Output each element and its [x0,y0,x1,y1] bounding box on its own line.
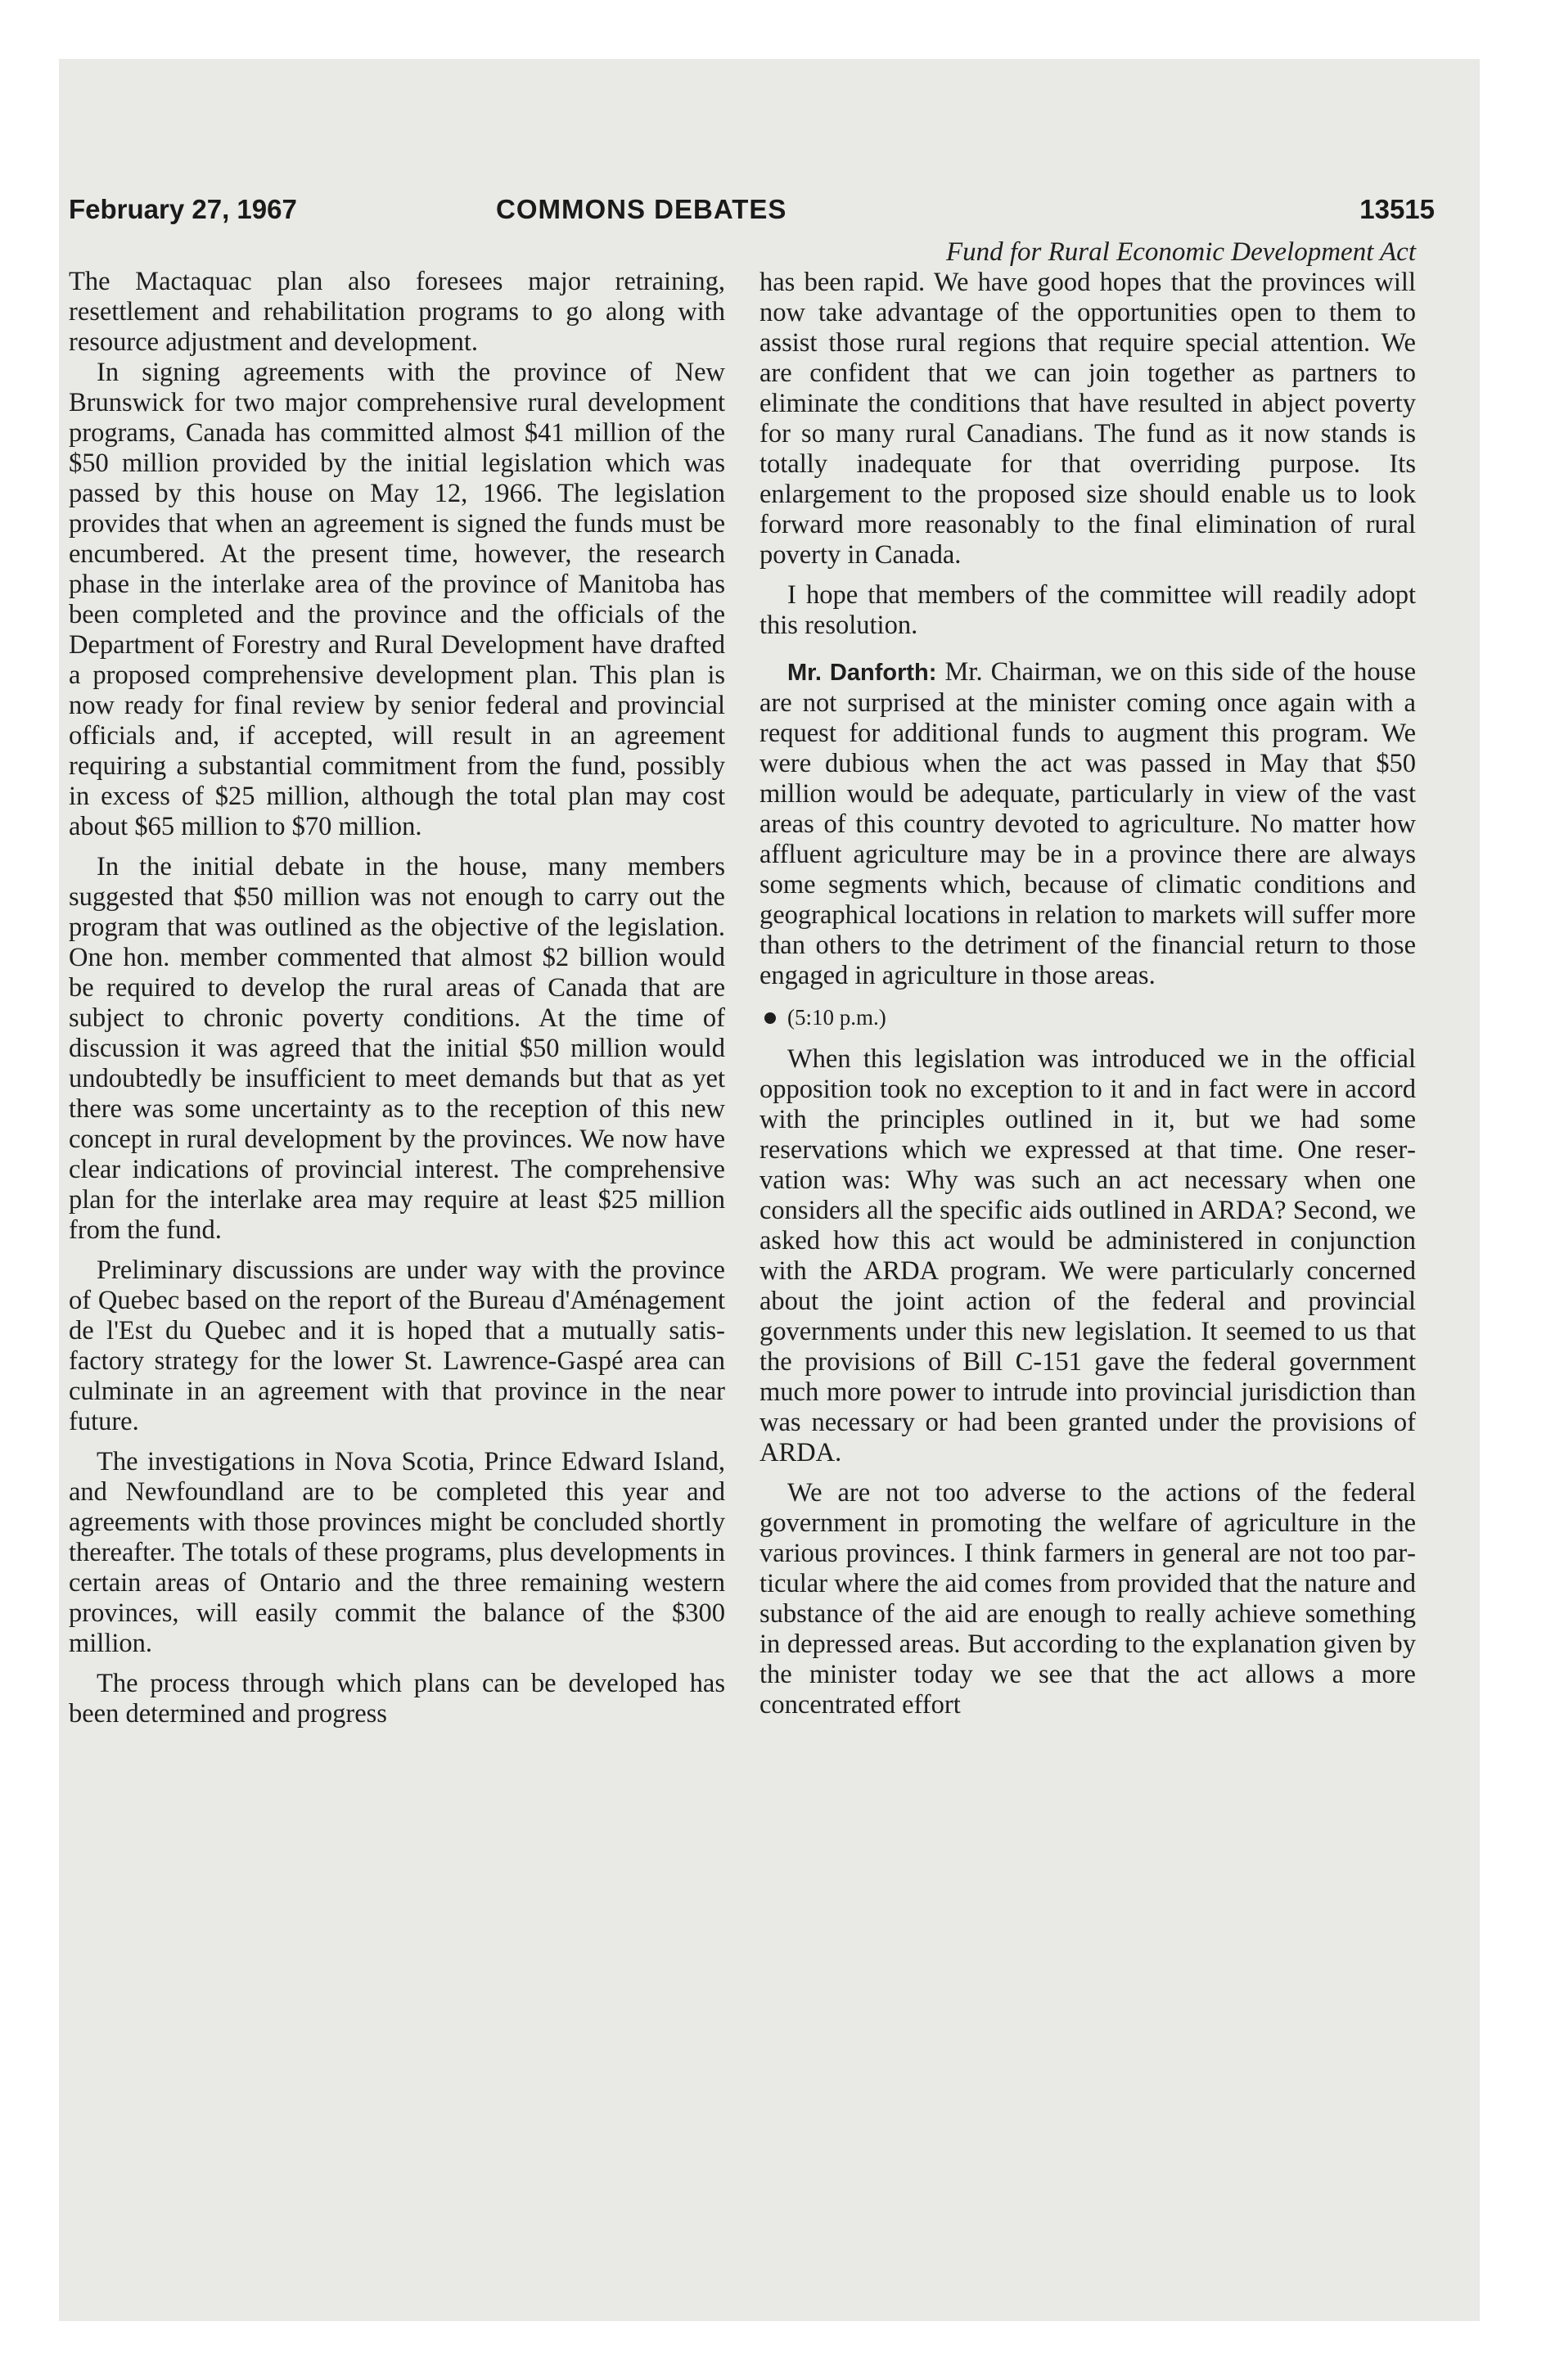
header-page-number: 13515 [1359,194,1435,224]
left-column [69,267,725,1729]
running-head: Fund for Rural Economic Development Act [945,237,1416,267]
timestamp-text: (5:10 p.m.) [787,1005,886,1030]
paragraph: The Mactaquac plan also foresees major retraining, resettlement and rehabilitation programs to go along with resource adjustment and development. [69,267,725,357]
paragraph: We are not too adverse to the actions of the federal government in promoting the welfare of agriculture in the various provinces. I think farmers in general are not too particular where the aid comes from provided that the nature and substance of the aid are enough to really achieve something in depressed areas. But according to the explanation given by the minister today we see that the act allows a more concentrated effort [759,1478,1416,1720]
header-date: February 27, 1967 [69,194,297,224]
speaker-name: Mr. Danforth: [787,660,937,686]
paragraph: Preliminary discussions are under way with the province of Quebec based on the report of the Bureau d'Aménagement de l'Est du Quebec and it is hoped that a mutually satisfactory strategy for the lower St. Lawrence-Gaspé area can culminate in an agreement with that province in the near future. [69,1255,725,1436]
timestamp [759,1003,1416,1033]
speech-paragraph [759,657,1416,991]
right-column [759,237,1416,1720]
paragraph: I hope that members of the committee will readily adopt this resolution. [759,580,1416,640]
paragraph: The investigations in Nova Scotia, Prince Edward Island, and Newfoundland are to be completed this year and agreements with those provinces might be concluded shortly thereafter. The totals of these programs, plus developments in certain areas of Ontario and the three remaining western provinces, will easily commit the balance of the $300 million. [69,1447,725,1658]
header-title: COMMONS DEBATES [496,194,787,224]
paragraph: In the initial debate in the house, many members suggested that $50 million was not enough to carry out the program that was outlined as the objective of the legislation. One hon. member commented that almost $2 billion would be required to develop the rural areas of Canada that are subject to chronic poverty conditions. At the time of discussion it was agreed that the initial $50 million would undoubtedly be insufficient to meet demands but that as yet there was some uncertainty as to the reception of this new concept in rural development by the provinces. We now have clear indications of provincial interest. The comprehensive plan for the interlake area may require at least $25 million from the fund. [69,852,725,1245]
speech-text: Mr. Chairman, we on this side of the house are not surprised at the minister coming once again with a request for additional funds to augment this program. We were dubious when the act was passed in May that $50 million would be adequate, particularly in view of the vast areas of this country devoted to agriculture. No matter how affluent agriculture may be in a province there are always some segments which, because of climatic conditions and geographical locations in relation to markets will suffer more than others to the detriment of the financial return to those engaged in agriculture in those areas. [759,657,1416,990]
bullet-icon [764,1012,776,1024]
paragraph: The process through which plans can be developed has been determined and progress [69,1669,725,1729]
paragraph: When this legislation was introduced we in the official opposition took no exception to it and in fact were in accord with the principles outlined in it, but we had some reservations which we expressed at that time. One reservation was: Why was such an act necessary when one considers all the specific aids outlined in ARDA? Second, we asked how this act would be administered in conjunction with the ARDA program. We were particularly concerned about the joint action of the federal and provincial governments under this new legislation. It seemed to us that the provisions of Bill C-151 gave the federal government much more power to intrude into provincial jurisdiction than was necessary or had been granted under the provisions of ARDA. [759,1044,1416,1467]
paragraph: In signing agreements with the province of New Brunswick for two major comprehensive rural development programs, Canada has committed almost $41 million of the $50 million provided by the initial legislation which was passed by this house on May 12, 1966. The legislation provides that when an agreement is signed the funds must be encumbered. At the present time, however, the research phase in the interlake area of the province of Manitoba has been completed and the province and the officials of the Department of Forestry and Rural Development have drafted a proposed comprehensive development plan. This plan is now ready for final review by senior federal and provincial officials and, if accepted, will result in an agreement requiring a substantial commitment from the fund, possibly in excess of $25 million, although the total plan may cost about $65 million to $70 million. [69,358,725,841]
paragraph: has been rapid. We have good hopes that the provinces will now take advantage of the opportunities open to them to assist those rural regions that require special attention. We are confident that we can join together as partners to eliminate the conditions that have resulted in abject poverty for so many rural Canadians. The fund as it now stands is totally inadequate for that overriding purpose. Its enlargement to the proposed size should enable us to look forward more reasonably to the final elimination of rural poverty in Canada. [759,268,1416,570]
